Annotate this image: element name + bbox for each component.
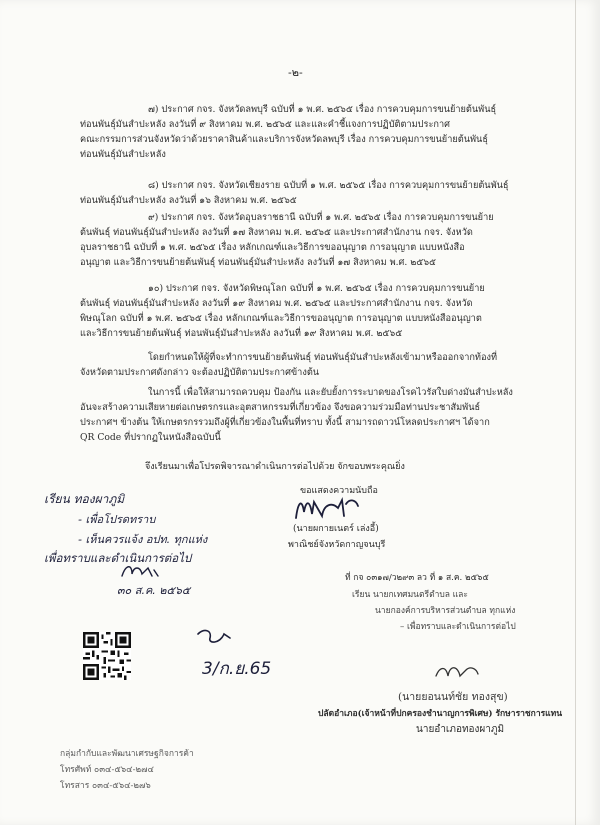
handwritten-date: 3/ก.ย.65 [202, 659, 272, 679]
footer-department: กลุ่มกำกับและพัฒนาเศรษฐกิจการค้า [60, 749, 194, 759]
paragraph-line: โดยกำหนดให้ผู้ที่จะทำการขนย้ายต้นพันธุ์ ท่อนพันธุ์มันสำปะหลังเข้ามาหรือออกจากท้องที่ [148, 352, 498, 363]
handwritten-note-line: - เพื่อโปรดทราบ [78, 513, 156, 526]
respect-line: ขอแสดงความนับถือ [300, 486, 378, 496]
paragraph-line: และวิธีการขนย้ายต้นพันธุ์ ท่อนพันธุ์มันสำปะหลัง ลงวันที่ ๑๙ สิงหาคม พ.ศ. ๒๕๖๕ [80, 328, 403, 339]
paragraph-line: ท่อนพันธุ์มันสำปะหลัง ลงวันที่ ๑๖ สิงหาคม พ.ศ. ๒๕๖๕ [80, 195, 297, 206]
paragraph-line: ๙) ประกาศ กจร. จังหวัดอุบลราชธานี ฉบับที่ ๑ พ.ศ. ๒๕๖๕ เรื่อง การควบคุมการขนย้าย [148, 212, 494, 223]
paragraph-item-7 [80, 102, 540, 162]
stamp-name: (นายยอนนท์ชัย ทองสุข) [398, 691, 508, 703]
stamp-subtitle: นายอำเภอทองผาภูมิ [416, 724, 505, 735]
page-number: -๒- [288, 66, 303, 79]
signer-name: (นายผกายเนตร์ เล่งอี้) [293, 524, 379, 534]
paragraph-line: ๗) ประกาศ กจร. จังหวัดลพบุรี ฉบับที่ ๑ พ.ศ. ๒๕๖๕ เรื่อง การควบคุมการขนย้ายต้นพันธุ์ [148, 104, 497, 115]
paragraph-line: อนุญาต และวิธีการขนย้ายต้นพันธุ์ ท่อนพันธุ์มันสำปะหลัง ลงวันที่ ๑๗ สิงหาคม พ.ศ. ๒๕๖๕ [80, 257, 437, 268]
requirement-paragraph [80, 350, 540, 380]
handwritten-note-line: เรียน ทองผาภูมิ [44, 492, 125, 506]
signature-mark [292, 494, 362, 524]
closing-line: จึงเรียนมาเพื่อโปรดพิจารณาดำเนินการต่อไปด้วย จักขอบพระคุณยิ่ง [145, 462, 405, 472]
routing-line: – เพื่อทราบและดำเนินการต่อไป [400, 622, 516, 632]
paragraph-line: ๑๐) ประกาศ กจร. จังหวัดพิษณุโลก ฉบับที่ ๑ พ.ศ. ๒๕๖๕ เรื่อง การควบคุมการขนย้าย [148, 283, 485, 294]
paragraph-line: ท่อนพันธุ์มันสำปะหลัง ลงวันที่ ๙ สิงหาคม พ.ศ. ๒๕๖๕ และและคำชี้แจงการปฏิบัติตามประกาศ [80, 119, 450, 130]
qr-code-image [83, 632, 131, 680]
paragraph-line: อุบลราชธานี ฉบับที่ ๑ พ.ศ. ๒๕๖๕ เรื่อง หลักเกณฑ์และวิธีการขออนุญาต การอนุญาต แบบหนังสือ [80, 242, 465, 253]
routing-line: เรียน นายกเทศมนตรีตำบล และ [352, 590, 468, 600]
handwritten-date: ๓๐ ส.ค. ๒๕๖๕ [117, 584, 191, 597]
paragraph-line: QR Code ที่ปรากฏในหนังสือฉบับนี้ [80, 432, 221, 443]
handwritten-note-line: เพื่อทราบและดำเนินการต่อไป [44, 551, 192, 565]
handwritten-note-line: - เห็นควรแจ้ง อปท. ทุกแห่ง [78, 533, 208, 546]
request-paragraph [80, 385, 540, 445]
paragraph-line: จังหวัดตามประกาศดังกล่าว จะต้องปฏิบัติตามประกาศข้างต้น [80, 367, 320, 378]
stamp-position: ปลัดอำเภอ(เจ้าหน้าที่ปกครองชำนาญการพิเศษ) รักษาราชการแทน [318, 709, 563, 719]
reference-line: ที่ กจ ๐๓๑๗/ว๒๙๓ ลว ที่ ๑ ส.ค. ๒๕๖๕ [345, 573, 489, 583]
footer-phone: โทรศัพท์ ๐๓๔-๕๖๔-๒๗๔ [60, 765, 154, 775]
paragraph-line: ๘) ประกาศ กจร. จังหวัดเชียงราย ฉบับที่ ๑ พ.ศ. ๒๕๖๕ เรื่อง การควบคุมการขนย้ายต้นพันธุ์ [148, 180, 509, 191]
official-signature-mark [432, 660, 482, 684]
signer-position: พาณิชย์จังหวัดกาญจนบุรี [288, 540, 386, 550]
paragraph-line: คณะกรรมการส่วนจังหวัดว่าด้วยราคาสินค้าและบริการจังหวัดลพบุรี เรื่อง การควบคุมการขนย้ายต้นพันธุ์ [80, 134, 488, 145]
paragraph-item-10 [80, 281, 540, 341]
paragraph-line: พิษณุโลก ฉบับที่ ๑ พ.ศ. ๒๕๖๕ เรื่อง หลักเกณฑ์และวิธีการขออนุญาต การอนุญาต แบบหนังสืออนุญาต [80, 313, 482, 324]
routing-line: นายกองค์การบริหารส่วนตำบล ทุกแห่ง [375, 606, 516, 616]
paragraph-line: ในการนี้ เพื่อให้สามารถควบคุม ป้องกัน และยับยั้งการระบาดของโรคไวรัสใบด่างมันสำปะหลัง [148, 387, 513, 398]
paragraph-line: ประกาศฯ ข้างต้น ให้เกษตรกรรวมถึงผู้ที่เกี่ยวข้องในพื้นที่ทราบ ทั้งนี้ สามารถดาวน์โหลดประกาศฯ ได้จาก [80, 417, 490, 428]
paragraph-item-9 [80, 210, 540, 270]
paragraph-line: ท่อนพันธุ์มันสำปะหลัง [80, 149, 166, 160]
paragraph-line: ต้นพันธุ์ ท่อนพันธุ์มันสำปะหลัง ลงวันที่ ๑๙ สิงหาคม พ.ศ. ๒๕๖๕ และประกาศสำนักงาน กจร. จังหวัด [80, 298, 473, 309]
handwritten-signature [194, 624, 234, 648]
page-edge-shadow [575, 0, 576, 825]
footer-fax: โทรสาร ๐๓๔-๕๖๔-๒๗๖ [60, 781, 151, 791]
paragraph-item-8 [80, 178, 540, 208]
paragraph-line: อันจะสร้างความเสียหายต่อเกษตรกรและอุตสาหกรรมที่เกี่ยวข้อง จึงขอความร่วมมือท่านประชาสัมพันธ์ [80, 402, 481, 413]
paragraph-line: ต้นพันธุ์ ท่อนพันธุ์มันสำปะหลัง ลงวันที่ ๑๗ สิงหาคม พ.ศ. ๒๕๖๕ และประกาศสำนักงาน กจร. จังหวัด [80, 227, 473, 238]
